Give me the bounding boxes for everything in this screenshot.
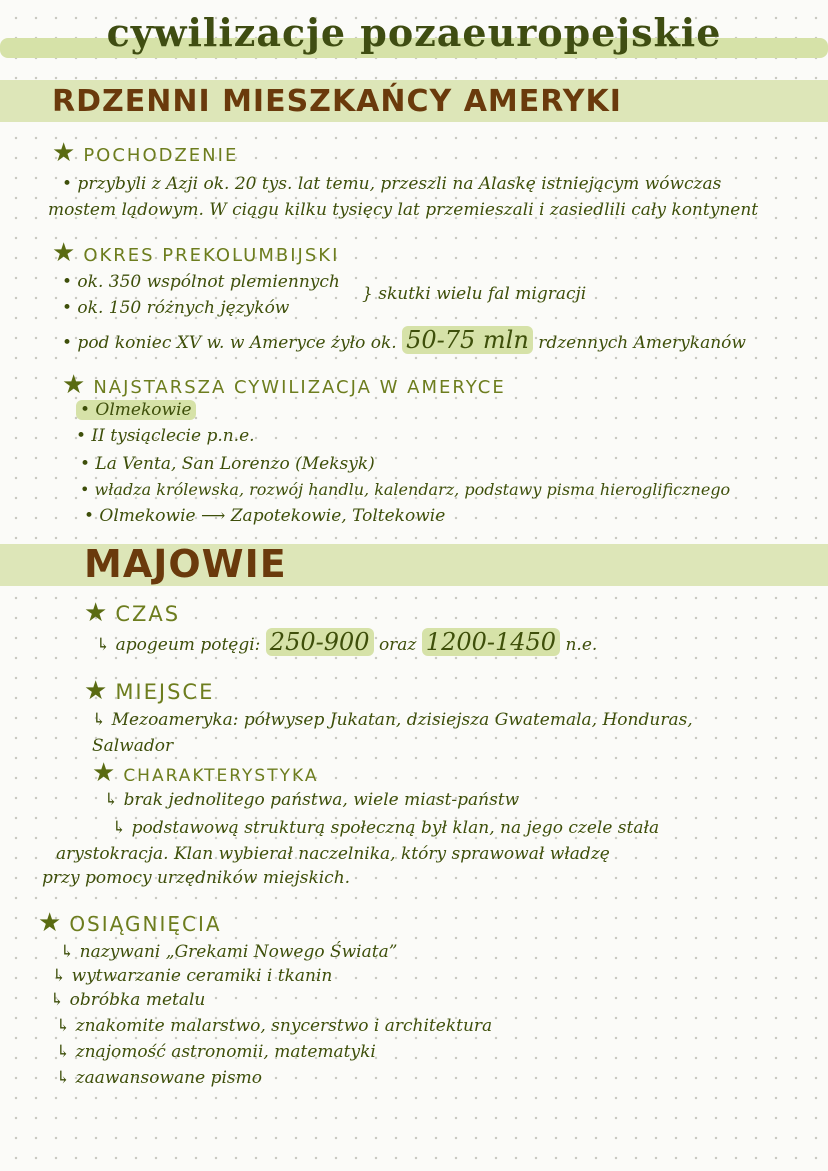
olmekowie-highlight: • Olmekowie (76, 400, 196, 420)
heading-najstarsza-cywilizacja: ★ NAJSTARSZA CYWILIZACJA W AMERYCE (62, 370, 506, 400)
czas-label: apogeum potęgi: (115, 635, 261, 655)
star-icon: ★ (52, 238, 78, 268)
osiagniecia-item: ↳ wytwarzanie ceramiki i tkanin (52, 966, 333, 986)
miejsce-line-1: ↳ Mezoameryka: półwysep Jukatan, dzisiejsza Gwatemala, Honduras, (92, 710, 693, 730)
osiagniecia-item: ↳ nazywani „Grekami Nowego Świata” (60, 942, 398, 962)
okres-brace-note: } skutki wielu fal migracji (362, 284, 587, 304)
charakterystyka-line-1: ↳ brak jednolitego państwa, wiele miast-państw (104, 790, 520, 810)
osiagniecia-item: ↳ obróbka metalu (50, 990, 206, 1010)
najstarsza-line-1 (76, 400, 196, 420)
charakterystyka-line-4: przy pomocy urzędników miejskich. (42, 868, 351, 888)
czas-line (96, 628, 597, 656)
star-icon: ★ (62, 370, 88, 400)
czas-value-a: 250-900 (266, 628, 374, 656)
czas-suffix: n.e. (565, 635, 598, 655)
czas-and: oraz (378, 635, 417, 655)
pochodzenie-line-1: • przybyli z Azji ok. 20 tys. lat temu, przeszli na Alaskę istniejącym wówczas (62, 174, 722, 194)
section-title-majowie: MAJOWIE (84, 542, 287, 586)
okres-line-3-b: 50-75 mln (402, 326, 533, 354)
heading-charakterystyka: ★ CHARAKTERYSTYKA (92, 758, 319, 788)
section-title-rdzenni: RDZENNI MIESZKAŃCY AMERYKI (52, 84, 622, 119)
najstarsza-line-5: • Olmekowie ⟶ Zapotekowie, Toltekowie (84, 506, 446, 526)
osiagniecia-item: ↳ zaawansowane pismo (56, 1068, 262, 1088)
star-icon: ★ (38, 908, 64, 938)
najstarsza-line-3: • La Venta, San Lorenzo (Meksyk) (80, 454, 375, 474)
okres-line-3-a: • pod koniec XV w. w Ameryce żyło ok. (62, 333, 397, 353)
okres-line-1: • ok. 350 wspólnot plemiennych (62, 272, 340, 292)
okres-line-3-c: rdzennych Amerykanów (538, 333, 746, 353)
czas-arrow: ↳ (96, 635, 111, 655)
osiagniecia-item: ↳ znakomite malarstwo, snycerstwo i architektura (56, 1016, 493, 1036)
najstarsza-line-2: • II tysiąclecie p.n.e. (76, 426, 255, 446)
star-icon: ★ (84, 676, 110, 706)
osiagniecia-item: ↳ znajomość astronomii, matematyki (56, 1042, 376, 1062)
heading-pochodzenie: ★ POCHODZENIE (52, 138, 239, 168)
page-title: cywilizacje pozaeuropejskie (106, 10, 722, 55)
okres-line-3 (62, 326, 746, 354)
star-icon: ★ (84, 598, 110, 628)
najstarsza-line-4: • władza królewska, rozwój handlu, kalendarz, podstawy pisma hieroglificznego (80, 480, 731, 499)
miejsce-line-2: Salwador (92, 736, 174, 756)
pochodzenie-line-2: mostem lądowym. W ciągu kilku tysięcy lat przemieszali i zasiedlili cały kontynent (48, 200, 759, 220)
charakterystyka-line-3: arystokracja. Klan wybierał naczelnika, który sprawował władzę (56, 844, 610, 864)
okres-line-2: • ok. 150 różnych języków (62, 298, 290, 318)
heading-okres-prekolumbijski: ★ OKRES PREKOLUMBIJSKI (52, 238, 340, 268)
charakterystyka-line-2: ↳ podstawową strukturą społeczną był klan, na jego czele stała (112, 818, 660, 838)
heading-czas: ★ CZAS (84, 598, 181, 628)
heading-miejsce: ★ MIEJSCE (84, 676, 215, 706)
star-icon: ★ (52, 138, 78, 168)
czas-value-b: 1200-1450 (422, 628, 560, 656)
heading-osiagniecia: ★ OSIĄGNIĘCIA (38, 908, 222, 938)
star-icon: ★ (92, 758, 118, 788)
